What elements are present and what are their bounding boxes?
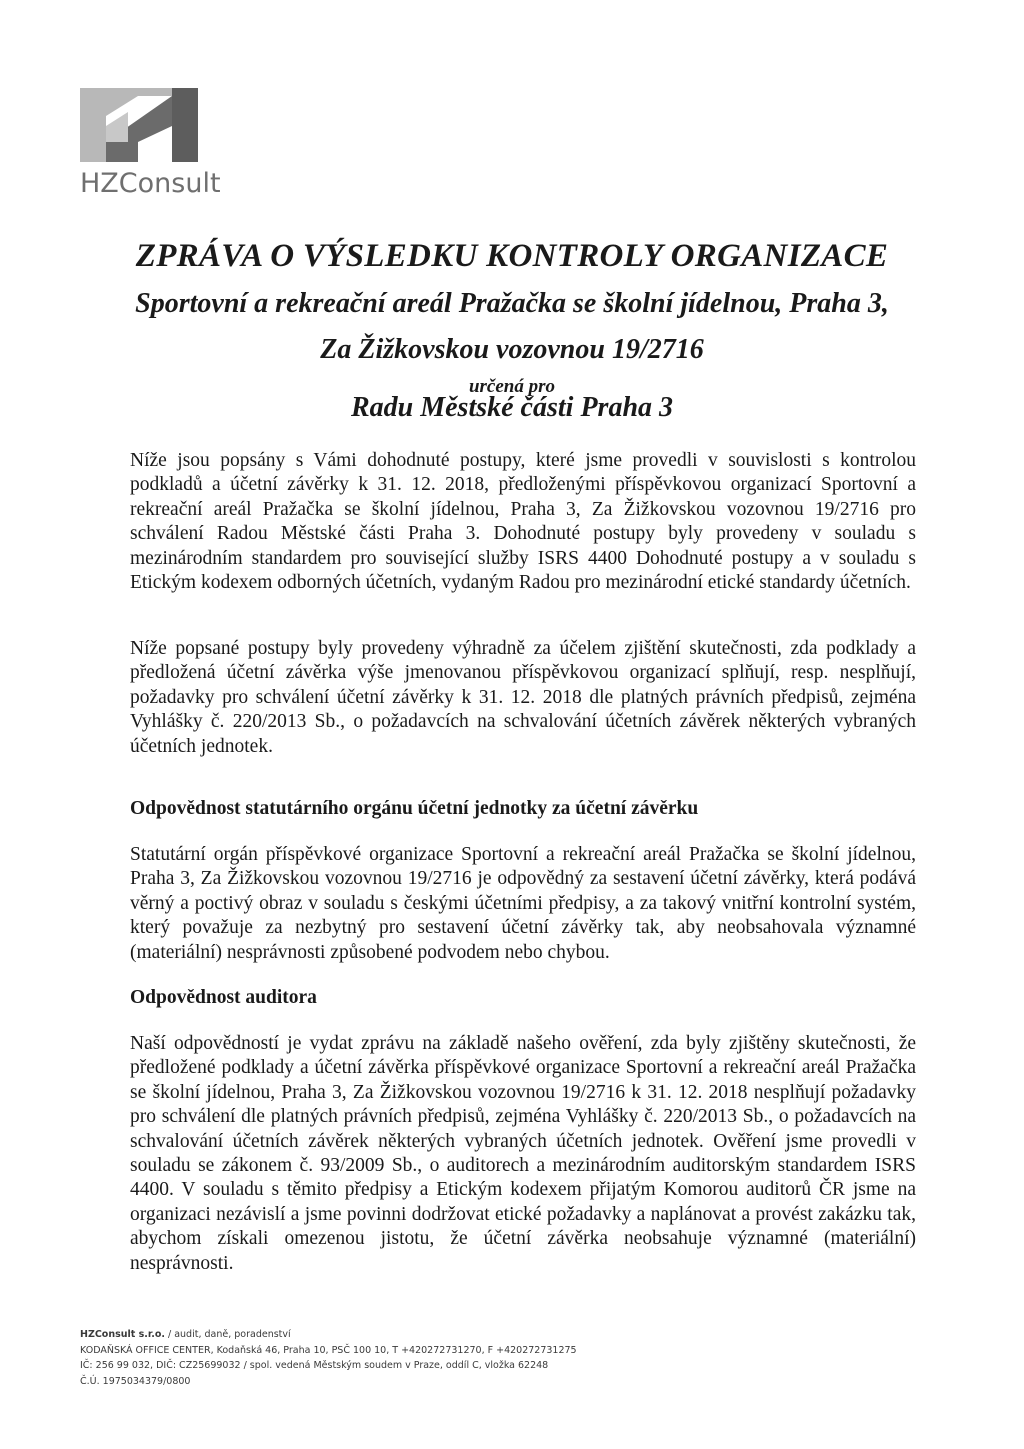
footer-registration: IČ: 256 99 032, DIČ: CZ25699032 / spol. vedená Městským soudem v Praze, oddíl C, vložka 62248: [80, 1360, 549, 1371]
section-heading-statutory: Odpovědnost statutárního orgánu účetní jednotky za účetní závěrku: [130, 798, 699, 819]
intended-for-label: určená pro: [468, 376, 556, 397]
auditor-paragraph: Naší odpovědností je vydat zprávu na základě našeho ověření, zda byly zjištěny skutečnosti, že předložené podklady a účetní závěrka příspěvkové organizace Sportovní a rekreační areál Pražačka se školní jídelnou, Praha 3, Za Žižkovskou vozovnou 19/2716 k 31. 12. 2018 nesplňují požadavky pro schválení dle platných právních předpisů, zejména Vyhlášky č. 220/2013 Sb., o požadavcích na schvalování účetních závěrek některých vybraných účetních jednotek. Ověření jsme provedli v souladu se zákonem č. 93/2009 Sb., o auditorech a mezinárodním auditorským standardem ISRS 4400. V souladu s těmito předpisy a Etickým kodexem přijatým Komorou auditorů ČR jsme na organizaci nezávislí a jsme povinni dodržovat etické požadavky a naplánovat a provést zakázku tak, abychom získali omezenou jistotu, že účetní závěrka neobsahuje významné (materiální) nesprávnosti.: [130, 1033, 916, 1274]
statutory-paragraph: Statutární orgán příspěvkové organizace Sportovní a rekreační areál Pražačka se školní jídelnou, Praha 3, Za Žižkovskou vozovnou 19/2716 je odpovědný za sestavení účetní závěrky, která podává věrný a poctivý obraz v souladu s českými účetními předpisy, a za takový vnitřní kontrolní systém, který považuje za nezbytný pro sestavení účetní závěrky tak, aby neobsahovala významné (materiální) nesprávnosti způsobené podvodem nebo chybou.: [130, 844, 916, 963]
footer-bank-account: Č.Ú. 1975034379/0800: [80, 1375, 191, 1387]
footer: [80, 1327, 780, 1389]
section-heading-auditor: Odpovědnost auditora: [130, 987, 317, 1008]
procedures-paragraph: Níže popsané postupy byly provedeny výhradně za účelem zjištění skutečnosti, zda podklady a předložená účetní závěrka výše jmenovanou příspěvkovou organizací splňují, resp. nesplňují, požadavky pro schválení účetní závěrky k 31. 12. 2018 dle platných právních předpisů, zejména Vyhlášky č. 220/2013 Sb., o požadavcích na schvalování účetních závěrek některých vybraných účetních jednotek.: [130, 638, 916, 757]
intro-paragraph: Níže jsou popsány s Vámi dohodnuté postupy, které jsme provedli v souvislosti s kontrolou podkladů a účetní závěrky k 31. 12. 2018, předloženými příspěvkovou organizací Sportovní a rekreační areál Pražačka se školní jídelnou, Praha 3, Za Žižkovskou vozovnou 19/2716 pro schválení Radou Městské části Praha 3. Dohodnuté postupy byly provedeny v souladu s mezinárodním standardem pro související služby ISRS 4400 Dohodnuté postupy a v souladu s Etickým kodexem odborných účetních, vydaným Radou pro mezinárodní etické standardy účetních.: [130, 450, 916, 594]
recipient: Radu Městské části Praha 3: [350, 392, 674, 423]
footer-company-line: [80, 1327, 780, 1343]
organization-address: Za Žižkovskou vozovnou 19/2716: [320, 334, 704, 365]
footer-address: KODAŇSKÁ OFFICE CENTER, Kodaňská 46, Praha 10, PSČ 100 10, T +420272731270, F +420272731275: [80, 1344, 577, 1356]
logo-text: HZConsult: [80, 168, 221, 199]
logo-mark: [78, 86, 208, 166]
report-title: ZPRÁVA O VÝSLEDKU KONTROLY ORGANIZACE: [135, 238, 889, 274]
footer-company-name: HZConsult s.r.o.: [80, 1329, 165, 1340]
organization-name: Sportovní a rekreační areál Pražačka se školní jídelnou, Praha 3,: [135, 288, 889, 319]
footer-company-services: / audit, daně, poradenství: [164, 1329, 291, 1340]
